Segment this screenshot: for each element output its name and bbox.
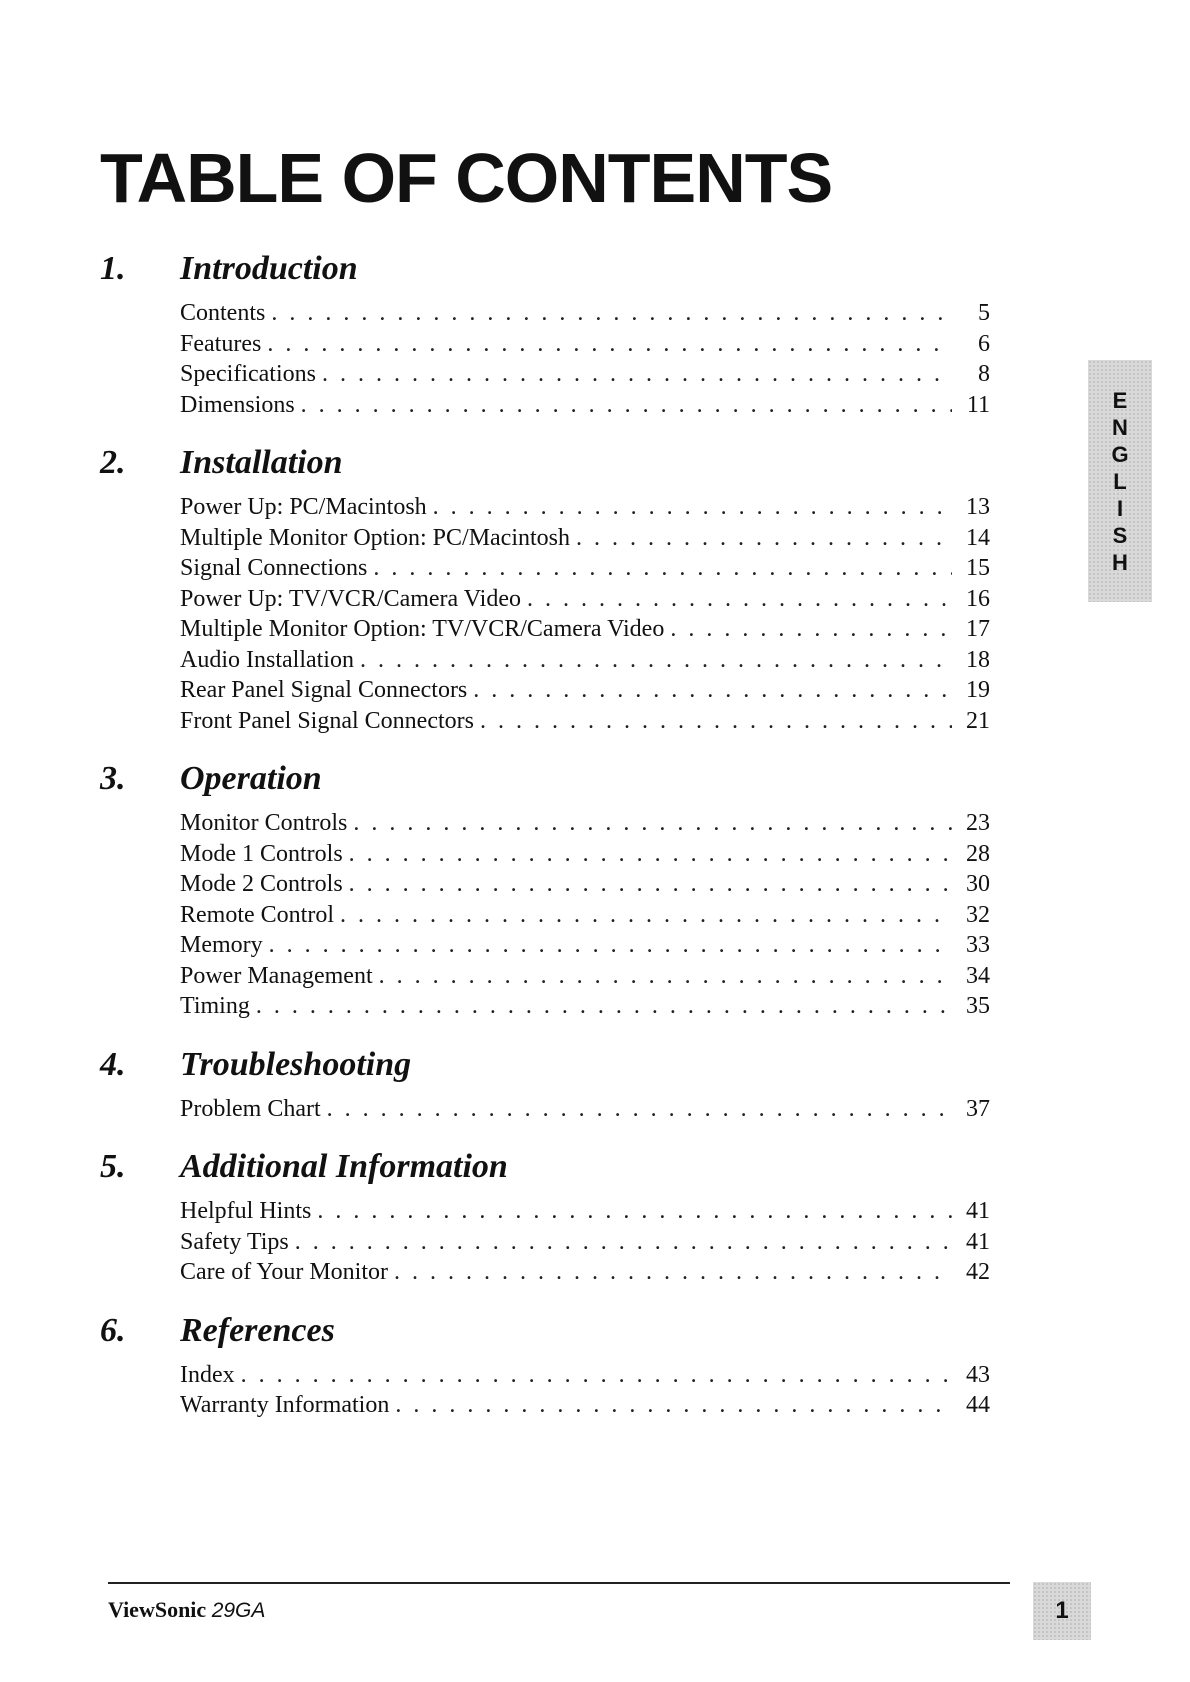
entry-label: Front Panel Signal Connectors [180, 707, 474, 734]
section-number: 5. [100, 1148, 126, 1185]
entry-page-number: 23 [966, 810, 990, 836]
dot-leader [353, 810, 952, 837]
entry-page-number: 42 [966, 1259, 990, 1285]
section-title: Additional Information [180, 1148, 508, 1185]
entry-label: Dimensions [180, 391, 295, 418]
toc-section [100, 1046, 990, 1127]
toc-entry[interactable] [180, 902, 990, 933]
model-name: 29GA [211, 1599, 266, 1622]
entry-list [180, 810, 990, 1024]
toc-entry[interactable] [180, 586, 990, 617]
toc-entry[interactable] [180, 1229, 990, 1260]
dot-leader [327, 1096, 952, 1123]
entry-label: Helpful Hints [180, 1198, 312, 1224]
dot-leader [340, 902, 952, 929]
toc-section [100, 760, 990, 1024]
language-tab-letter: G [1111, 441, 1129, 467]
entry-page-number: 11 [966, 391, 990, 418]
section-number: 6. [100, 1311, 126, 1349]
entry-label: Power Management [180, 962, 373, 989]
toc-entry[interactable] [180, 525, 990, 556]
language-tab-letter: I [1116, 495, 1124, 521]
toc-section [100, 1148, 990, 1290]
toc-section [100, 250, 990, 422]
entry-label: Warranty Information [180, 1392, 390, 1418]
dot-leader [271, 300, 952, 327]
entry-label: Timing [180, 993, 250, 1019]
entry-label: Contents [180, 300, 266, 326]
entry-label: Monitor Controls [180, 810, 348, 836]
page-title: TABLE OF CONTENTS [100, 139, 833, 217]
language-tab-letter: N [1112, 414, 1128, 440]
toc-entry[interactable] [180, 331, 990, 362]
entry-page-number: 43 [966, 1361, 990, 1388]
footer-brand [108, 1597, 265, 1623]
language-tab-letter: S [1112, 522, 1128, 548]
entry-list [180, 1198, 990, 1290]
toc-entry[interactable] [180, 993, 990, 1024]
section-number: 4. [100, 1045, 126, 1083]
entry-page-number: 17 [966, 616, 990, 642]
section-heading [100, 444, 990, 494]
toc-entry[interactable] [180, 616, 990, 647]
toc-entry[interactable] [180, 1259, 990, 1290]
section-number: 1. [100, 250, 126, 287]
dot-leader [349, 871, 952, 898]
section-title: Introduction [180, 250, 358, 287]
entry-page-number: 16 [966, 585, 990, 612]
toc-entry[interactable] [180, 1392, 990, 1423]
entry-page-number: 30 [966, 871, 990, 897]
section-title: Installation [180, 444, 343, 481]
entry-label: Power Up: PC/Macintosh [180, 494, 427, 520]
dot-leader [269, 932, 952, 959]
entry-label: Safety Tips [180, 1228, 289, 1255]
toc-entry[interactable] [180, 494, 990, 525]
toc-section [100, 1312, 990, 1423]
entry-page-number: 33 [966, 932, 990, 958]
entry-page-number: 5 [978, 300, 990, 326]
section-heading [100, 250, 990, 300]
toc-entry[interactable] [180, 300, 990, 331]
dot-leader [241, 1362, 952, 1389]
entry-page-number: 44 [966, 1392, 990, 1418]
dot-leader [379, 963, 952, 990]
toc-entry[interactable] [180, 708, 990, 739]
dot-leader [301, 392, 952, 419]
entry-page-number: 13 [966, 494, 990, 520]
language-tab-letter: E [1112, 387, 1128, 413]
entry-page-number: 18 [966, 646, 990, 673]
toc-section [100, 444, 990, 738]
entry-page-number: 21 [966, 707, 990, 734]
language-tab-letter: L [1113, 468, 1127, 494]
dot-leader [394, 1259, 952, 1286]
entry-label: Specifications [180, 361, 316, 387]
entry-page-number: 37 [966, 1095, 990, 1122]
section-heading [100, 1312, 990, 1362]
dot-leader [480, 708, 952, 735]
entry-label: Multiple Monitor Option: TV/VCR/Camera Video [180, 616, 665, 642]
section-heading [100, 1148, 990, 1198]
entry-page-number: 19 [966, 677, 990, 703]
section-number: 3. [100, 760, 126, 797]
dot-leader [527, 586, 952, 613]
entry-list [180, 494, 990, 738]
entry-list [180, 1362, 990, 1423]
entry-label: Power Up: TV/VCR/Camera Video [180, 585, 521, 612]
entry-label: Care of Your Monitor [180, 1259, 388, 1285]
dot-leader [360, 647, 952, 674]
entry-label: Remote Control [180, 901, 334, 928]
language-tab-letter: H [1112, 549, 1128, 575]
entry-label: Memory [180, 932, 263, 958]
entry-page-number: 8 [978, 361, 990, 387]
section-title: Operation [180, 760, 322, 797]
section-title: References [180, 1311, 335, 1349]
table-of-contents [100, 250, 990, 1445]
toc-entry[interactable] [180, 1096, 990, 1127]
toc-entry[interactable] [180, 871, 990, 902]
dot-leader [322, 361, 952, 388]
dot-leader [670, 616, 952, 643]
entry-page-number: 34 [966, 962, 990, 989]
entry-label: Index [180, 1361, 235, 1388]
toc-entry[interactable] [180, 810, 990, 841]
toc-entry[interactable] [180, 677, 990, 708]
entry-page-number: 35 [966, 993, 990, 1019]
entry-page-number: 41 [966, 1228, 990, 1255]
entry-list [180, 1096, 990, 1127]
toc-entry[interactable] [180, 647, 990, 678]
brand-name: ViewSonic [108, 1597, 207, 1622]
section-title: Troubleshooting [180, 1045, 412, 1083]
entry-label: Audio Installation [180, 646, 354, 673]
entry-page-number: 6 [978, 330, 990, 357]
dot-leader [433, 494, 952, 521]
toc-entry[interactable] [180, 555, 990, 586]
toc-entry[interactable] [180, 841, 990, 872]
toc-entry[interactable] [180, 392, 990, 423]
dot-leader [373, 555, 952, 582]
dot-leader [349, 841, 952, 868]
toc-entry[interactable] [180, 361, 990, 392]
toc-entry[interactable] [180, 932, 990, 963]
entry-label: Rear Panel Signal Connectors [180, 677, 468, 703]
entry-page-number: 41 [966, 1198, 990, 1224]
toc-entry[interactable] [180, 1198, 990, 1229]
dot-leader [576, 525, 952, 552]
dot-leader [295, 1229, 952, 1256]
dot-leader [395, 1392, 952, 1419]
entry-label: Signal Connections [180, 555, 368, 581]
footer-divider [108, 1582, 1010, 1584]
toc-entry[interactable] [180, 1362, 990, 1393]
entry-label: Features [180, 330, 262, 357]
entry-label: Problem Chart [180, 1095, 321, 1122]
dot-leader [473, 677, 952, 704]
section-number: 2. [100, 444, 126, 481]
entry-label: Multiple Monitor Option: PC/Macintosh [180, 524, 571, 551]
dot-leader [256, 993, 952, 1020]
section-heading [100, 1046, 990, 1096]
toc-entry[interactable] [180, 963, 990, 994]
dot-leader [317, 1198, 952, 1225]
section-heading [100, 760, 990, 810]
entry-page-number: 32 [966, 901, 990, 928]
entry-page-number: 14 [966, 524, 990, 551]
entry-label: Mode 2 Controls [180, 871, 343, 897]
entry-page-number: 28 [966, 840, 990, 867]
entry-page-number: 15 [966, 555, 990, 581]
dot-leader [267, 331, 952, 358]
page-number-badge [1033, 1582, 1091, 1640]
entry-list [180, 300, 990, 422]
entry-label: Mode 1 Controls [180, 840, 343, 867]
language-tab-english [1088, 360, 1152, 602]
page-number: 1 [1055, 1597, 1069, 1624]
